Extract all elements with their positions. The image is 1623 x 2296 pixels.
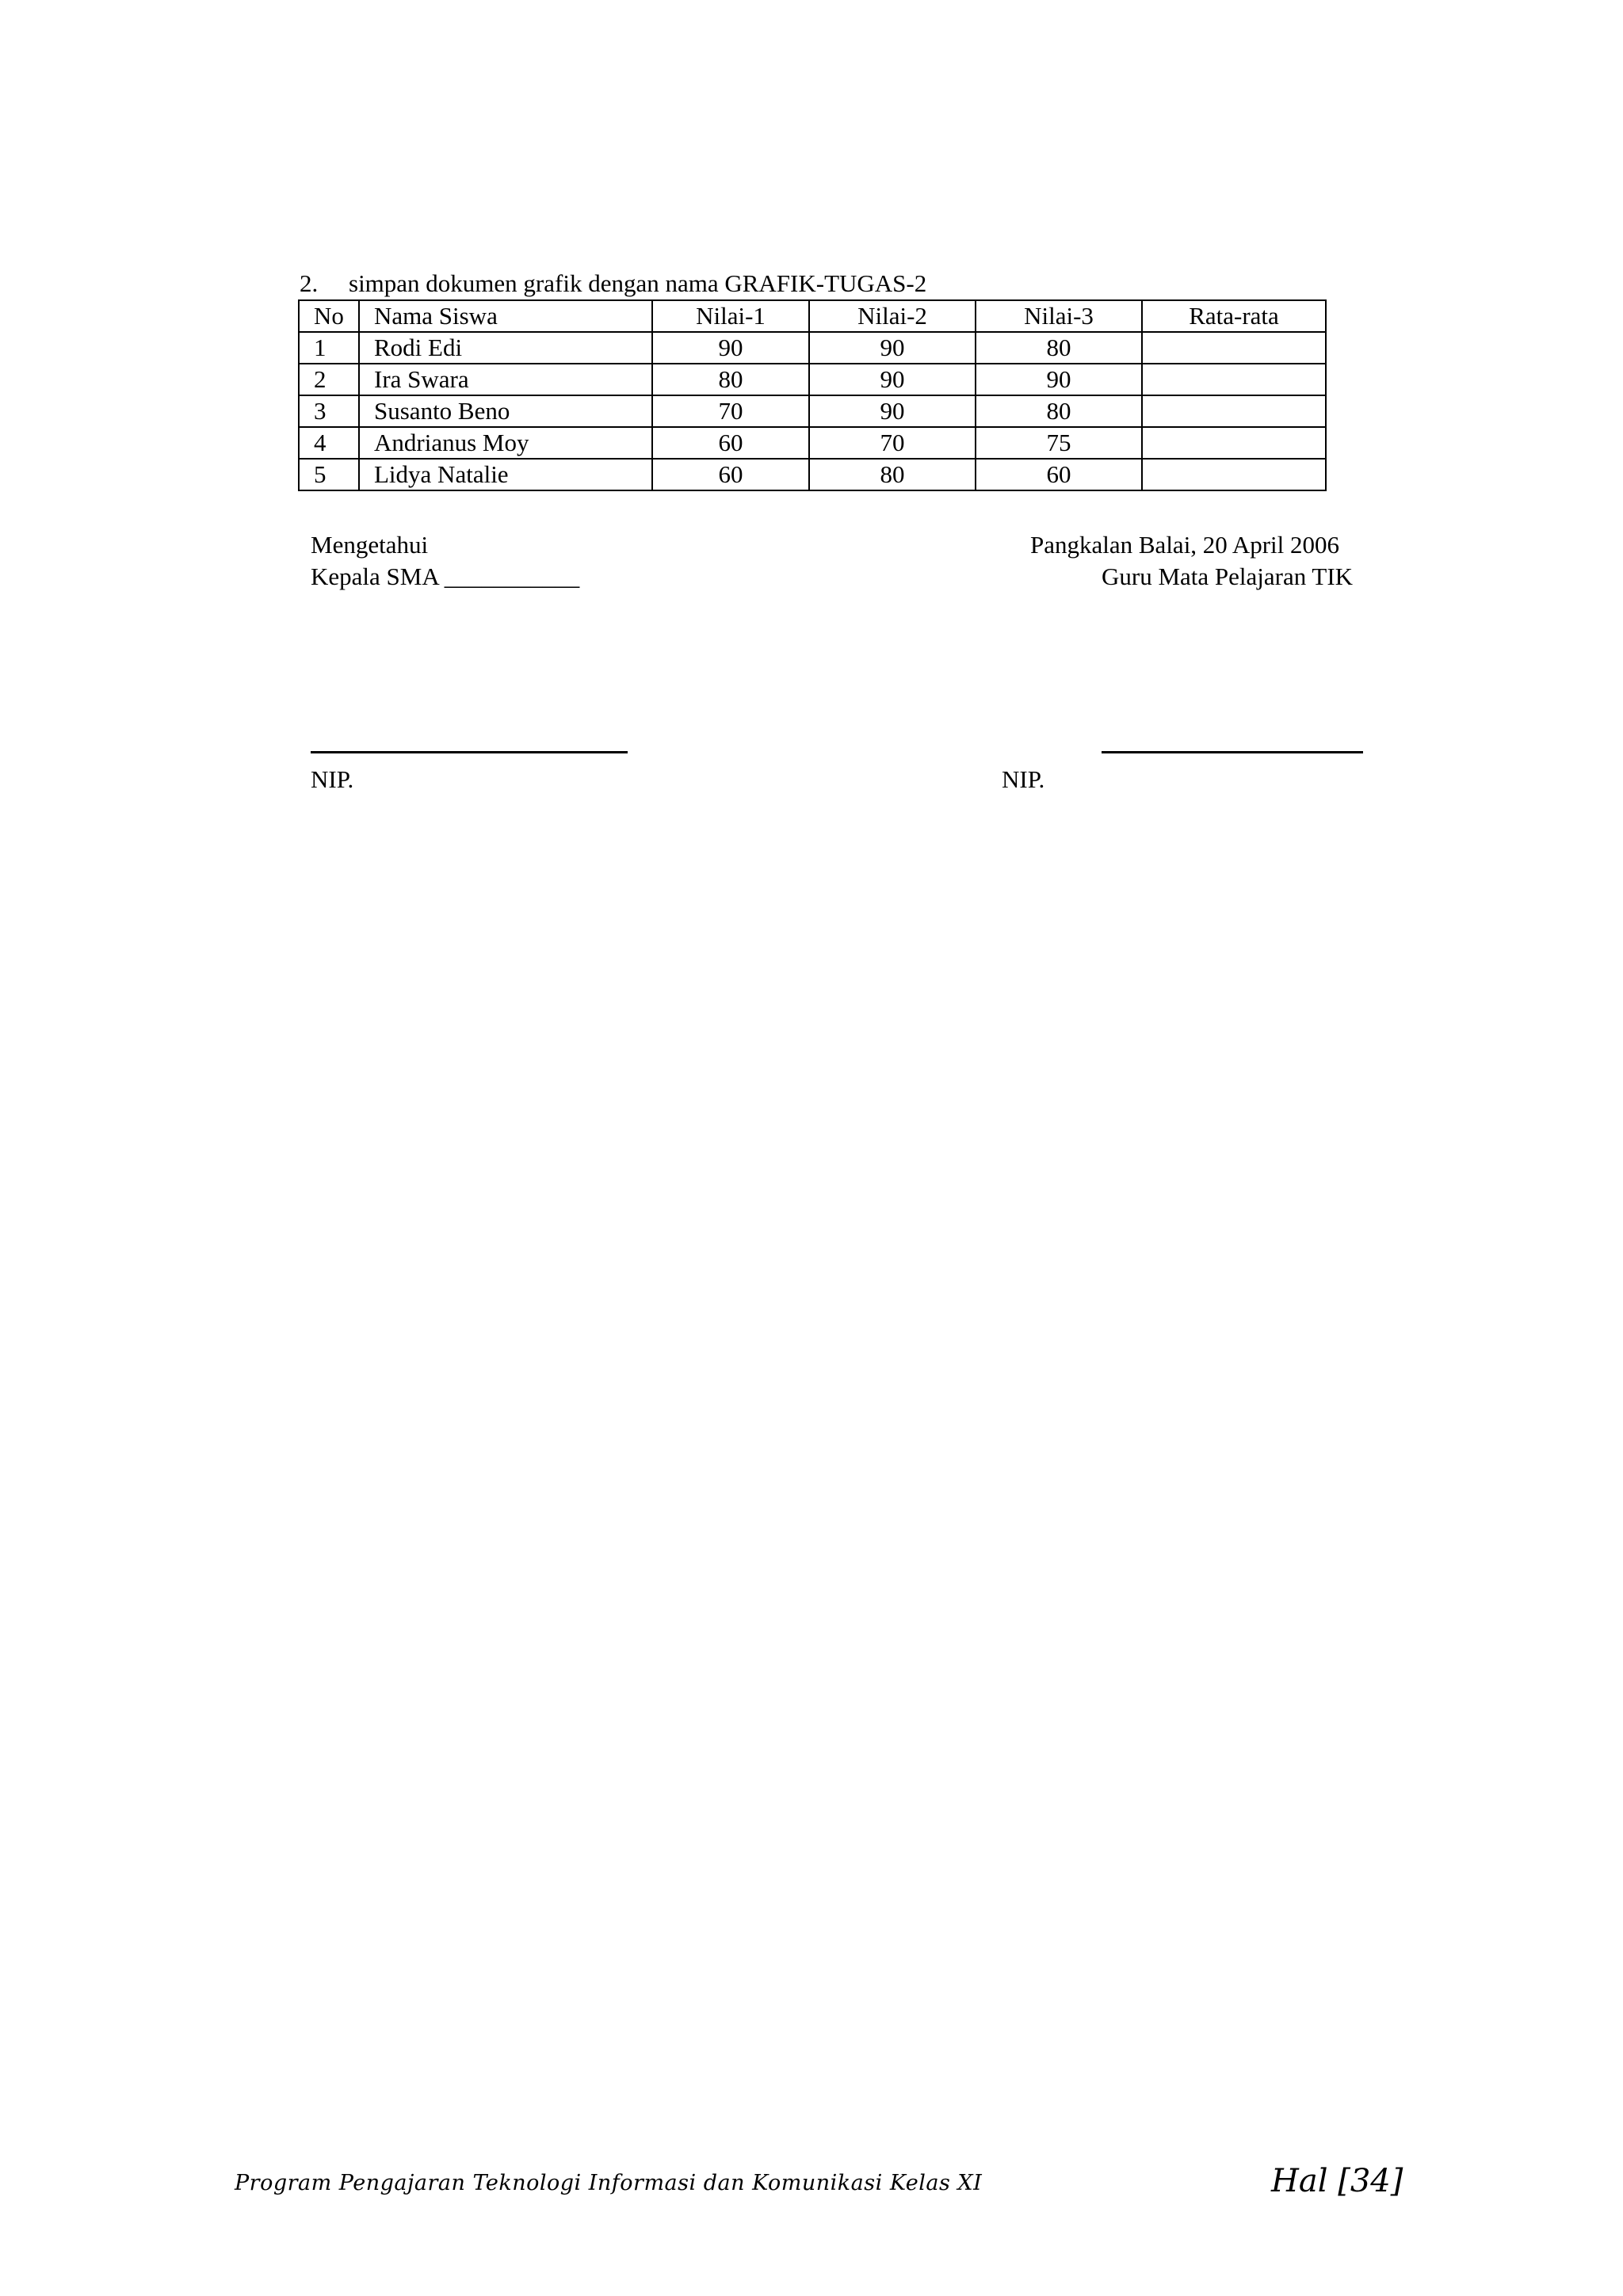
footer-page-number: Hal [34] xyxy=(1271,2163,1403,2199)
instruction xyxy=(300,269,926,298)
cell-rata-rata xyxy=(1142,427,1326,459)
cell-nilai-3: 75 xyxy=(976,427,1142,459)
signature-right-place-date: Pangkalan Balai, 20 April 2006 xyxy=(1030,531,1340,559)
signature-line-right xyxy=(1102,751,1363,753)
cell-nama: Susanto Beno xyxy=(359,395,652,427)
cell-rata-rata xyxy=(1142,459,1326,490)
table-row xyxy=(299,427,1326,459)
signature-right-title: Guru Mata Pelajaran TIK xyxy=(1102,563,1354,590)
cell-nama: Rodi Edi xyxy=(359,332,652,364)
signature-left-heading: Mengetahui xyxy=(311,531,429,559)
header-no: No xyxy=(299,300,359,332)
cell-nilai-2: 80 xyxy=(809,459,976,490)
table-row xyxy=(299,364,1326,395)
cell-no: 5 xyxy=(299,459,359,490)
nip-right: NIP. xyxy=(1002,765,1045,793)
cell-nilai-1: 80 xyxy=(652,364,809,395)
cell-rata-rata xyxy=(1142,332,1326,364)
header-rata-rata: Rata-rata xyxy=(1142,300,1326,332)
cell-nilai-3: 80 xyxy=(976,395,1142,427)
cell-rata-rata xyxy=(1142,395,1326,427)
grades-table xyxy=(298,299,1327,491)
cell-nilai-1: 90 xyxy=(652,332,809,364)
cell-nilai-2: 90 xyxy=(809,332,976,364)
header-nilai-1: Nilai-1 xyxy=(652,300,809,332)
nip-left: NIP. xyxy=(311,765,354,793)
cell-nama: Lidya Natalie xyxy=(359,459,652,490)
cell-nama: Ira Swara xyxy=(359,364,652,395)
table-row xyxy=(299,459,1326,490)
cell-nilai-3: 60 xyxy=(976,459,1142,490)
header-nilai-2: Nilai-2 xyxy=(809,300,976,332)
table-row xyxy=(299,395,1326,427)
header-nilai-3: Nilai-3 xyxy=(976,300,1142,332)
table-header-row xyxy=(299,300,1326,332)
signature-left-title: Kepala SMA ___________ xyxy=(311,563,580,590)
instruction-text: simpan dokumen grafik dengan nama GRAFIK-TUGAS-2 xyxy=(349,269,927,297)
cell-nilai-2: 70 xyxy=(809,427,976,459)
signature-line-left xyxy=(311,751,628,753)
table-row xyxy=(299,332,1326,364)
footer-program-title: Program Pengajaran Teknologi Informasi dan Komunikasi Kelas XI xyxy=(235,2171,983,2195)
header-nama-siswa: Nama Siswa xyxy=(359,300,652,332)
cell-nama: Andrianus Moy xyxy=(359,427,652,459)
cell-nilai-2: 90 xyxy=(809,395,976,427)
cell-nilai-1: 60 xyxy=(652,427,809,459)
cell-no: 2 xyxy=(299,364,359,395)
cell-nilai-3: 80 xyxy=(976,332,1142,364)
cell-nilai-2: 90 xyxy=(809,364,976,395)
cell-nilai-3: 90 xyxy=(976,364,1142,395)
cell-no: 3 xyxy=(299,395,359,427)
cell-rata-rata xyxy=(1142,364,1326,395)
cell-no: 4 xyxy=(299,427,359,459)
cell-nilai-1: 60 xyxy=(652,459,809,490)
cell-nilai-1: 70 xyxy=(652,395,809,427)
instruction-number: 2. xyxy=(300,269,319,297)
cell-no: 1 xyxy=(299,332,359,364)
